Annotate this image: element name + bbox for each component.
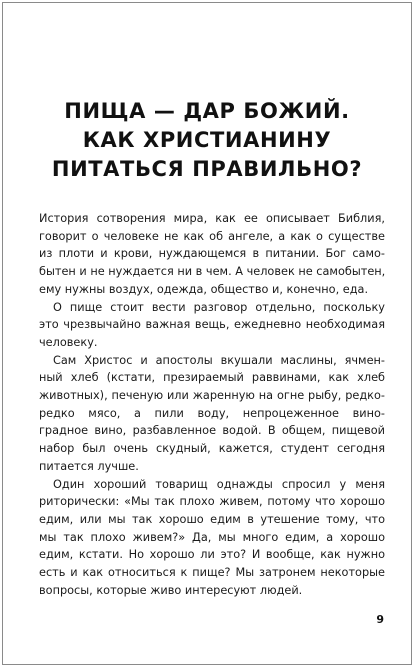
book-page [2, 2, 412, 665]
text-line: едим, или мы так хорошо едим в утешение тому, что [39, 512, 385, 526]
paragraph [39, 352, 385, 476]
text-line: это чрезвычайно важная вещь, ежедневно необходимая [39, 318, 385, 332]
text-line: из плоти и крови, нуждающемся в питании. Бог само- [39, 247, 385, 261]
chapter-title-line: ПИТАТЬСЯ ПРАВИЛЬНО? [51, 157, 363, 181]
text-line: говорит о человеке не как об ангеле, а как о существе [39, 229, 385, 243]
chapter-body [39, 210, 385, 599]
text-line: ему нужны воздух, одежда, общество и, конечно, еда. [39, 282, 369, 296]
text-line: риторически: «Мы так плохо живем, потому что хорошо [39, 495, 385, 509]
text-line: О пище стоит вести разговор отдельно, поскольку [53, 300, 385, 314]
text-line: мы так плохо живем?» Да, мы много едим, а хорошо [39, 530, 385, 544]
text-line: История сотворения мира, как ее описывает Библия, [39, 212, 385, 225]
chapter-title [3, 97, 411, 184]
text-line: ный хлеб (кстати, презираемый раввинами, как хлеб [39, 371, 385, 385]
text-line: градное вино, разбавленное водой. В общем, пищевой [39, 424, 385, 438]
page-number: 9 [376, 613, 384, 626]
text-line: едим, кстати. Но хорошо ли это? И вообще, как нужно [39, 548, 385, 562]
text-line: вопросы, которые живо интересуют людей. [39, 583, 303, 597]
text-line: человеку. [39, 335, 98, 349]
paragraph [39, 210, 385, 299]
text-line: животных), печеную или жаренную на огне рыбу, редко- [39, 389, 385, 403]
text-line: Сам Христос и апостолы вкушали маслины, ячмен- [53, 353, 385, 367]
chapter-title-line: ПИЩА — ДАР БОЖИЙ. [64, 99, 350, 123]
text-line: бытен и не нуждается ни в чем. А человек не самобытен, [39, 265, 386, 279]
paragraph [39, 476, 385, 600]
text-line: набор был очень скудный, кажется, студент сегодня [39, 442, 385, 456]
paragraph [39, 299, 385, 352]
text-line: питается лучше. [39, 459, 139, 473]
text-line: редко мясо, а пили воду, непроцеженное вино- [39, 406, 385, 420]
chapter-title-line: КАК ХРИСТИАНИНУ [82, 128, 332, 152]
text-line: Один хороший товарищ однажды спросил у меня [53, 477, 385, 491]
text-line: есть и как относиться к пище? Мы затронем некоторые [39, 566, 385, 580]
